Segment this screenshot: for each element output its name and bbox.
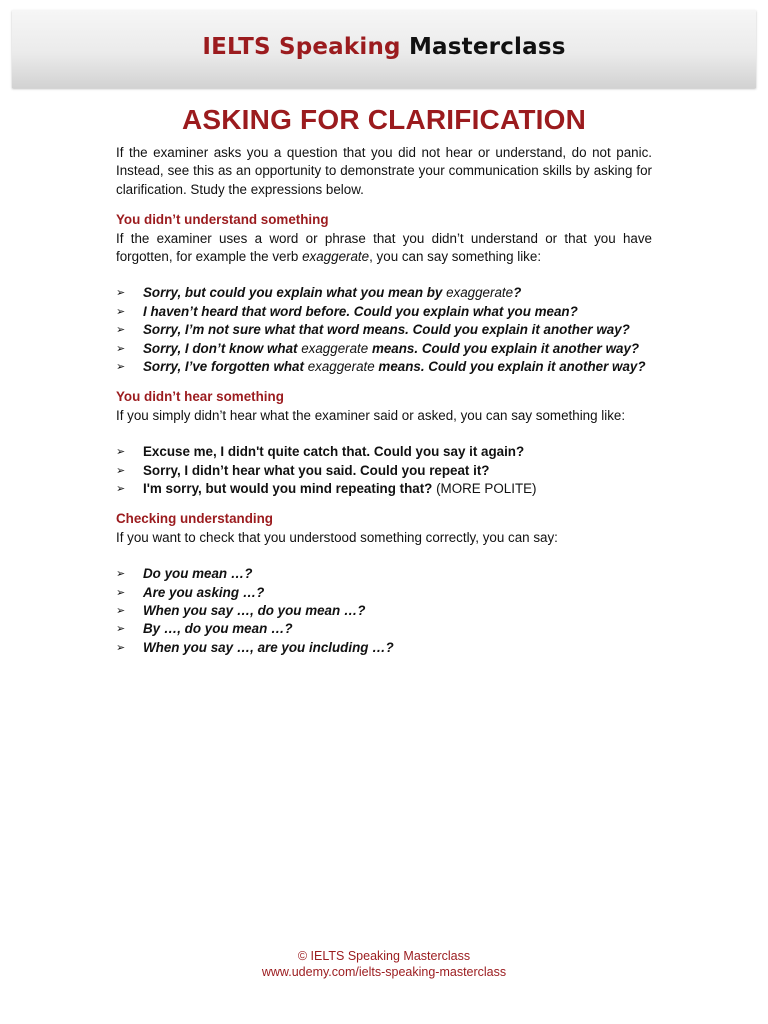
arrowhead-bullet-icon: ➢ [116,324,126,337]
arrowhead-bullet-icon: ➢ [116,641,126,654]
arrowhead-bullet-icon: ➢ [116,361,126,373]
list-item: ➢ When you say …, do you mean …? [116,602,652,620]
section-didnt-understand [116,211,652,376]
section-text-after: , you can say something like: [369,249,542,265]
list-item: ➢ I haven’t heard that word before. Could you explain what you mean? [116,303,652,321]
section-text-emphasis: exaggerate [302,249,370,265]
arrowhead-bullet-icon: ➢ [116,287,126,300]
footer-copyright: © IELTS Speaking Masterclass [297,949,471,963]
footer [0,948,768,980]
arrowhead-bullet-icon: ➢ [116,568,126,581]
list-item: ➢ Do you mean …? [116,565,652,583]
section-didnt-hear [116,388,652,498]
list-item: ➢ Sorry, I don’t know what exaggerate means. Could you explain it another way? [116,340,652,358]
list-item: ➢ Are you asking …? [116,584,652,602]
list-item: ➢ Sorry, I’m not sure what that word means. Could you explain it another way? [116,321,652,339]
intro-paragraph: If the examiner asks you a question that you did not hear or understand, do not panic. Instead, see this as an opportunity to demonstrate your communication skills by asking for clarification. Study the expressions below. [116,145,652,197]
list-item: ➢ Sorry, I didn’t hear what you said. Could you repeat it? [116,462,652,480]
expression-list [116,565,652,657]
section-heading: You didn’t understand something [116,212,329,228]
arrowhead-bullet-icon: ➢ [116,464,126,477]
expression-list [116,443,652,498]
politeness-note: (MORE POLITE) [432,480,537,496]
arrowhead-bullet-icon: ➢ [116,342,126,355]
arrowhead-bullet-icon: ➢ [116,586,126,599]
list-item: ➢ I'm sorry, but would you mind repeating that? (MORE POLITE) [116,480,652,498]
brand-accent: IELTS Speaking [202,34,401,60]
page-title: ASKING FOR CLARIFICATION [181,104,587,135]
section-checking-understanding [116,510,652,657]
section-heading: Checking understanding [116,511,273,527]
document-body [116,144,652,657]
header-banner [12,10,756,88]
footer-url-link[interactable]: www.udemy.com/ielts-speaking-masterclass [261,965,507,979]
list-item: ➢ When you say …, are you including …? [116,639,652,657]
arrowhead-bullet-icon: ➢ [116,623,126,636]
arrowhead-bullet-icon: ➢ [116,305,126,318]
list-item: ➢ Sorry, I’ve forgotten what exaggerate means. Could you explain it another way? [116,358,652,376]
section-text: If you simply didn’t hear what the examiner said or asked, you can say something like: [116,407,626,423]
list-item: ➢ Sorry, but could you explain what you mean by exaggerate? [116,284,652,302]
banner-title [202,34,565,60]
section-text [116,230,652,267]
section-text: If you want to check that you understood something correctly, you can say: [116,529,558,545]
arrowhead-bullet-icon: ➢ [116,482,126,495]
list-item: ➢ Excuse me, I didn't quite catch that. Could you say it again? [116,443,652,461]
brand-rest: Masterclass [408,34,566,60]
arrowhead-bullet-icon: ➢ [116,604,126,617]
section-text-before: If the examiner uses a word or phrase that you didn’t understand or that you have forgotten, for example the verb [116,230,652,265]
list-item: ➢ By …, do you mean …? [116,620,652,638]
expression-list [116,284,652,376]
section-heading: You didn’t hear something [116,389,284,405]
arrowhead-bullet-icon: ➢ [116,446,126,459]
